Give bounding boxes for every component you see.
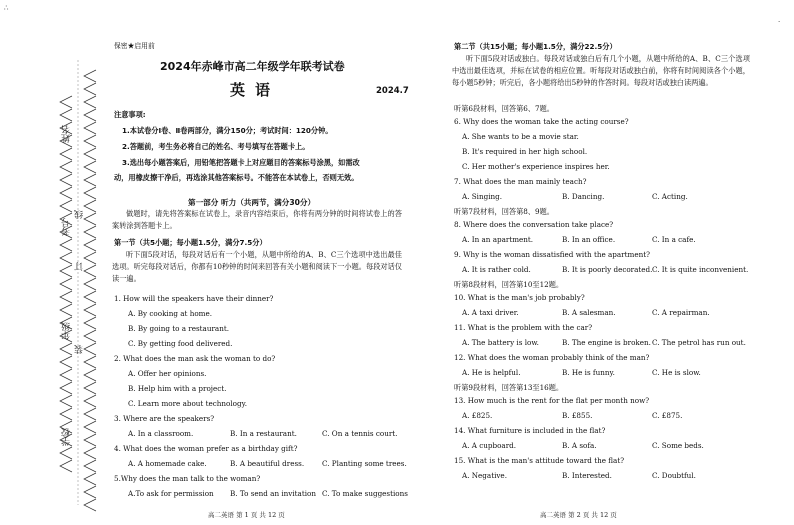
binding-name-label: 姓名 [62,125,72,143]
binding-seal-zhuang: 装 [75,345,85,354]
binding-chevron [60,382,72,394]
listening-prompt: 听第8段材料，回答第10至12题。 [454,280,564,289]
answer-option: C. Acting. [652,192,688,201]
answer-option: A. It is rather cold. [462,265,531,274]
answer-option: A. She wants to be a movie star. [462,132,579,141]
question-stem: 9. Why is the woman dissatisfied with the apartment? [454,250,650,259]
part1-intro: 做题时，请先将答案标在试卷上，录音内容结束后，你将有两分钟的时间将试卷上的答案转涂到答题卡上。 [112,209,402,230]
binding-chevron [84,330,96,342]
note-4: 动，用橡皮擦干净后，再选涂其他答案标号。不能答在本试卷上，否则无效。 [114,173,359,182]
exam-title: 2024年赤峰市高二年级学年联考试卷 [160,60,345,73]
binding-chevron [84,460,96,472]
binding-chevron [60,200,72,212]
part1-heading: 第一部分 听力（共两节，满分30分） [188,198,316,207]
answer-option: A. Negative. [462,471,507,480]
question-stem: 6. Why does the woman take the acting course? [454,117,629,126]
binding-chevron [84,408,96,420]
binding-chevron [60,109,72,121]
answer-option: B. Help him with a project. [128,384,227,393]
binding-chevron [84,109,96,121]
note-3: 3.选出每小题答案后，用铅笔把答题卡上对应题目的答案标号涂黑，如需改 [122,158,360,167]
binding-chevron [60,304,72,316]
binding-chevron [84,174,96,186]
answer-option: B. In a restaurant. [230,429,297,438]
binding-class-label: 年级 [62,322,72,340]
binding-chevron [84,473,96,485]
answer-option: C. On a tennis court. [322,429,398,438]
binding-chevron [60,356,72,368]
binding-chevron [84,148,96,160]
answer-option: A. Offer her opinions. [128,369,207,378]
sec1-intro: 听下面5段对话，每段对话后有一个小题，从题中所给的A、B、C三个选项中选出最佳选项。听完每段对话后，你都有10秒钟的时间来回答有关小题和阅读下一小题。每段对话仅读一遍。 [112,250,402,283]
binding-chevron [60,174,72,186]
answer-option: C. The petrol has run out. [652,338,746,347]
binding-chevron [84,317,96,329]
secret-mark: 保密★启用前 [114,42,155,50]
footer-page-2: 高二英语 第 2 页 共 12 页 [540,511,617,519]
question-stem: 13. How much is the rent for the flat per month now? [454,396,650,405]
answer-option: B. Interested. [562,471,612,480]
binding-seal-line: 线 [75,210,85,219]
answer-option: C. Her mother's experience inspires her. [462,162,610,171]
binding-chevron [60,239,72,251]
answer-option: C. He is slow. [652,368,701,377]
page-1-column [112,0,412,525]
binding-chevron [60,96,72,108]
sec2-intro: 听下面5段对话或独白。每段对话或独白后有几个小题，从题中所给的A、B、C三个选项中选出最佳选项，并标在试卷的相应位置。听每段对话或独白前，你将有时间阅读各个小题，每小题5秒钟；听完后，各小题将给出5秒钟的作答时间。每段对话或独白读两遍。 [452,54,750,87]
note-1: 1.本试卷分Ⅰ卷、Ⅱ卷两部分，满分150分；考试时间：120分钟。 [122,126,333,135]
corner-mark-left: ∴ [4,4,9,12]
listening-prompt: 听第6段材料，回答第6、7题。 [454,104,554,113]
binding-chevron [60,278,72,290]
binding-chevron [84,499,96,511]
answer-option: C. Doubtful. [652,471,696,480]
binding-chevron [84,226,96,238]
answer-option: B. A beautiful dress. [230,459,305,468]
sec2-heading: 第二节（共15小题；每小题1.5分，满分22.5分） [454,42,617,51]
note-2: 2.答题前，考生务必将自己的姓名、考号填写在答题卡上。 [122,142,310,151]
binding-chevron [84,278,96,290]
binding-chevron [84,382,96,394]
binding-chevron [60,447,72,459]
binding-chevron [84,291,96,303]
answer-option: C. £875. [652,411,683,420]
answer-option: B. He is funny. [562,368,615,377]
binding-zigzag [0,0,108,525]
question-stem: 2. What does the man ask the woman to do? [114,354,276,363]
question-stem: 8. Where does the conversation take place? [454,220,614,229]
answer-option: A. In a classroom. [128,429,194,438]
binding-chevron [84,304,96,316]
page-2-column [452,0,752,525]
binding-chevron [84,356,96,368]
binding-chevron [60,369,72,381]
binding-chevron [84,421,96,433]
answer-option: C. Some beds. [652,441,704,450]
answer-option: B. To send an invitation [230,489,316,498]
answer-option: B. It's required in her high school. [462,147,588,156]
binding-chevron [60,148,72,160]
answer-option: C. It is quite inconvenient. [652,265,749,274]
binding-chevron [84,187,96,199]
binding-seal-ding: 订 [75,262,85,271]
answer-option: B. A salesman. [562,308,616,317]
footer-page-1: 高二英语 第 1 页 共 12 页 [208,511,285,519]
binding-chevron [84,369,96,381]
answer-option: C. By getting food delivered. [128,339,233,348]
answer-option: A. The battery is low. [462,338,539,347]
question-stem: 7. What does the man mainly teach? [454,177,587,186]
question-stem: 3. Where are the speakers? [114,414,215,423]
binding-chevron [84,239,96,251]
binding-strip [0,0,108,525]
binding-chevron [84,96,96,108]
answer-option: C. To make suggestions [322,489,408,498]
answer-option: B. £855. [562,411,593,420]
question-stem: 15. What is the man's attitude toward the flat? [454,456,625,465]
binding-chevron [84,135,96,147]
listening-prompt: 听第9段材料，回答第13至16题。 [454,383,564,392]
sec1-heading: 第一节（共5小题；每小题1.5分，满分7.5分） [114,238,267,247]
answer-option: C. Planting some trees. [322,459,407,468]
answer-option: B. In an office. [562,235,616,244]
question-stem: 10. What is the man's job probably? [454,293,585,302]
binding-chevron [60,265,72,277]
answer-option: B. By going to a restaurant. [128,324,229,333]
binding-chevron [60,187,72,199]
answer-option: B. Dancing. [562,192,605,201]
answer-option: C. In a cafe. [652,235,696,244]
binding-chevron [60,343,72,355]
binding-chevron [60,161,72,173]
binding-chevron [60,395,72,407]
question-stem: 1. How will the speakers have their dinner? [114,294,274,303]
corner-mark-right: · [778,18,781,26]
listening-prompt: 听第7段材料，回答第8、9题。 [454,207,554,216]
binding-chevron [84,447,96,459]
answer-option: A. A homemade cake. [128,459,207,468]
answer-option: A. A taxi driver. [462,308,519,317]
binding-chevron [84,83,96,95]
notes-heading: 注意事项: [114,110,146,119]
answer-option: C. A repairman. [652,308,710,317]
binding-chevron [60,291,72,303]
binding-school-label: 学校 [62,428,72,446]
answer-option: A. Singing. [462,192,503,201]
answer-option: A. He is helpful. [462,368,521,377]
binding-chevron [84,486,96,498]
question-stem: 12. What does the woman probably think of the man? [454,353,650,362]
answer-option: A. £825. [462,411,493,420]
answer-option: B. A sofa. [562,441,597,450]
question-stem: 4. What does the woman prefer as a birthday gift? [114,444,298,453]
answer-option: C. Learn more about technology. [128,399,247,408]
answer-option: A. A cupboard. [462,441,517,450]
binding-chevron [84,70,96,82]
answer-option: B. The engine is broken. [562,338,651,347]
exam-subject: 英语 [230,81,281,99]
answer-option: B. It is poorly decorated. [562,265,653,274]
binding-chevron [84,434,96,446]
binding-chevron [84,122,96,134]
question-stem: 5.Why does the man talk to the woman? [114,474,261,483]
binding-chevron [60,460,72,472]
answer-option: A.To ask for permission [128,489,214,498]
answer-option: A. In an apartment. [462,235,534,244]
binding-chevron [60,252,72,264]
question-stem: 11. What is the problem with the car? [454,323,593,332]
binding-chevron [84,395,96,407]
answer-option: A. By cooking at home. [128,309,213,318]
exam-date: 2024.7 [376,86,409,96]
binding-chevron [60,408,72,420]
binding-chevron [84,161,96,173]
question-stem: 14. What furniture is included in the flat? [454,426,606,435]
binding-exam-no-label: 考号 [62,218,72,236]
